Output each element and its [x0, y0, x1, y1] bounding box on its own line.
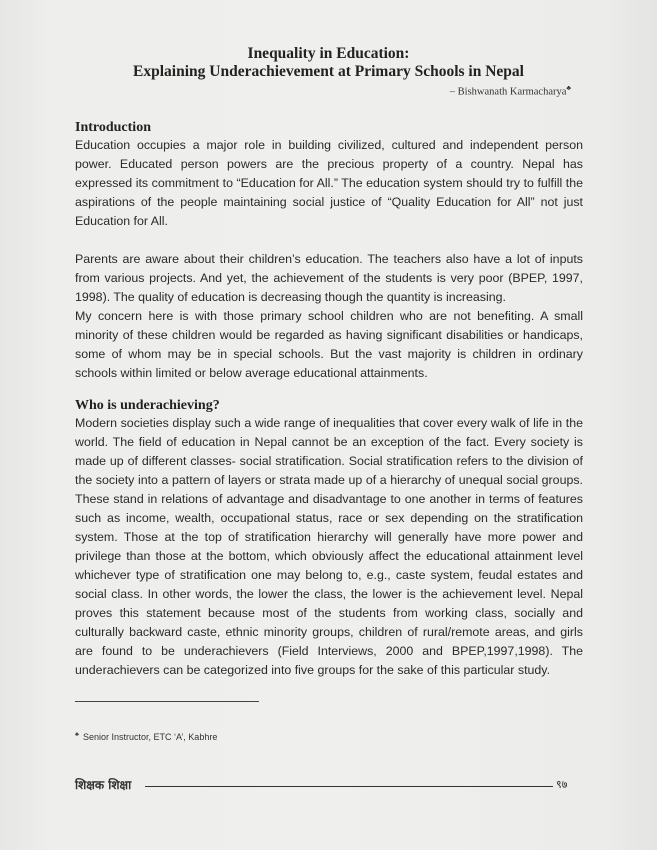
heading-introduction: Introduction	[75, 120, 151, 135]
intro-paragraph-1: Education occupies a major role in building civilized, cultured and independent person power. Educated person powers are the precious property of a country. Nepal has expressed its commitment to “Education for All.” The education system should try to fulfill the aspirations of the people maintaining social justice of “Quality Education for All” not just Education for All.	[75, 138, 583, 228]
title-line-1: Inequality in Education:	[247, 45, 410, 62]
heading-who-is-underachieving: Who is underachieving?	[75, 398, 220, 413]
intro-paragraph-3: My concern here is with those primary school children who are not benefiting. A small minority of these children would be regarded as having significant disabilities or handicaps, some of whom may be in special schools. But the vast majority is children in ordinary schools within limited or below average educational attainments.	[75, 309, 583, 380]
footer-rule	[145, 786, 553, 787]
intro-paragraph-2: Parents are aware about their children’s education. The teachers also have a lot of inputs from various projects. And yet, the achievement of the students is very poor (BPEP, 1997, 1998). The quality of education is decreasing though the quantity is increasing.	[75, 252, 583, 304]
author-footnote-mark: ♣	[566, 84, 571, 92]
footnote-mark: ♣	[75, 732, 79, 738]
who-paragraph-1: Modern societies display such a wide range of inequalities that cover every walk of life in the world. The field of education in Nepal cannot be an exception of the fact. Every society is made up of different classes- social stratification. Social stratification refers to the division of the society into a pattern of layers or strata made up of a hierarchy of unequal social groups. These stand in relations of advantage and disadvantage to one another in terms of features such as income, wealth, occupational status, race or sex depending on the stratification system. Those at the top of stratification hierarchy will generally have more power and privilege than those at the bottom, which obviously affect the educational attainment level whichever type of stratification one may belong to, e.g., caste system, feudal estates and social class. In other words, the lower the class, the lower is the achievement level. Nepal proves this statement because most of the students from working class, socially and culturally backward caste, ethnic minority groups, children of rural/remote areas, and girls are found to be underachievers (Field Interviews, 2000 and BPEP,1997,1998). The underachievers can be categorized into five groups for the sake of this particular study.	[75, 416, 583, 677]
journal-name: शिक्षक शिक्षा	[75, 778, 132, 792]
author-byline	[450, 84, 571, 98]
footnote-separator	[75, 701, 259, 702]
page-number: ९७	[556, 778, 568, 791]
title-line-2: Explaining Underachievement at Primary Schools in Nepal	[133, 63, 524, 80]
footnote	[75, 732, 217, 742]
author-name: – Bishwanath Karmacharya	[449, 86, 567, 98]
footnote-text: Senior Instructor, ETC ‘A’, Kabhre	[82, 732, 218, 742]
